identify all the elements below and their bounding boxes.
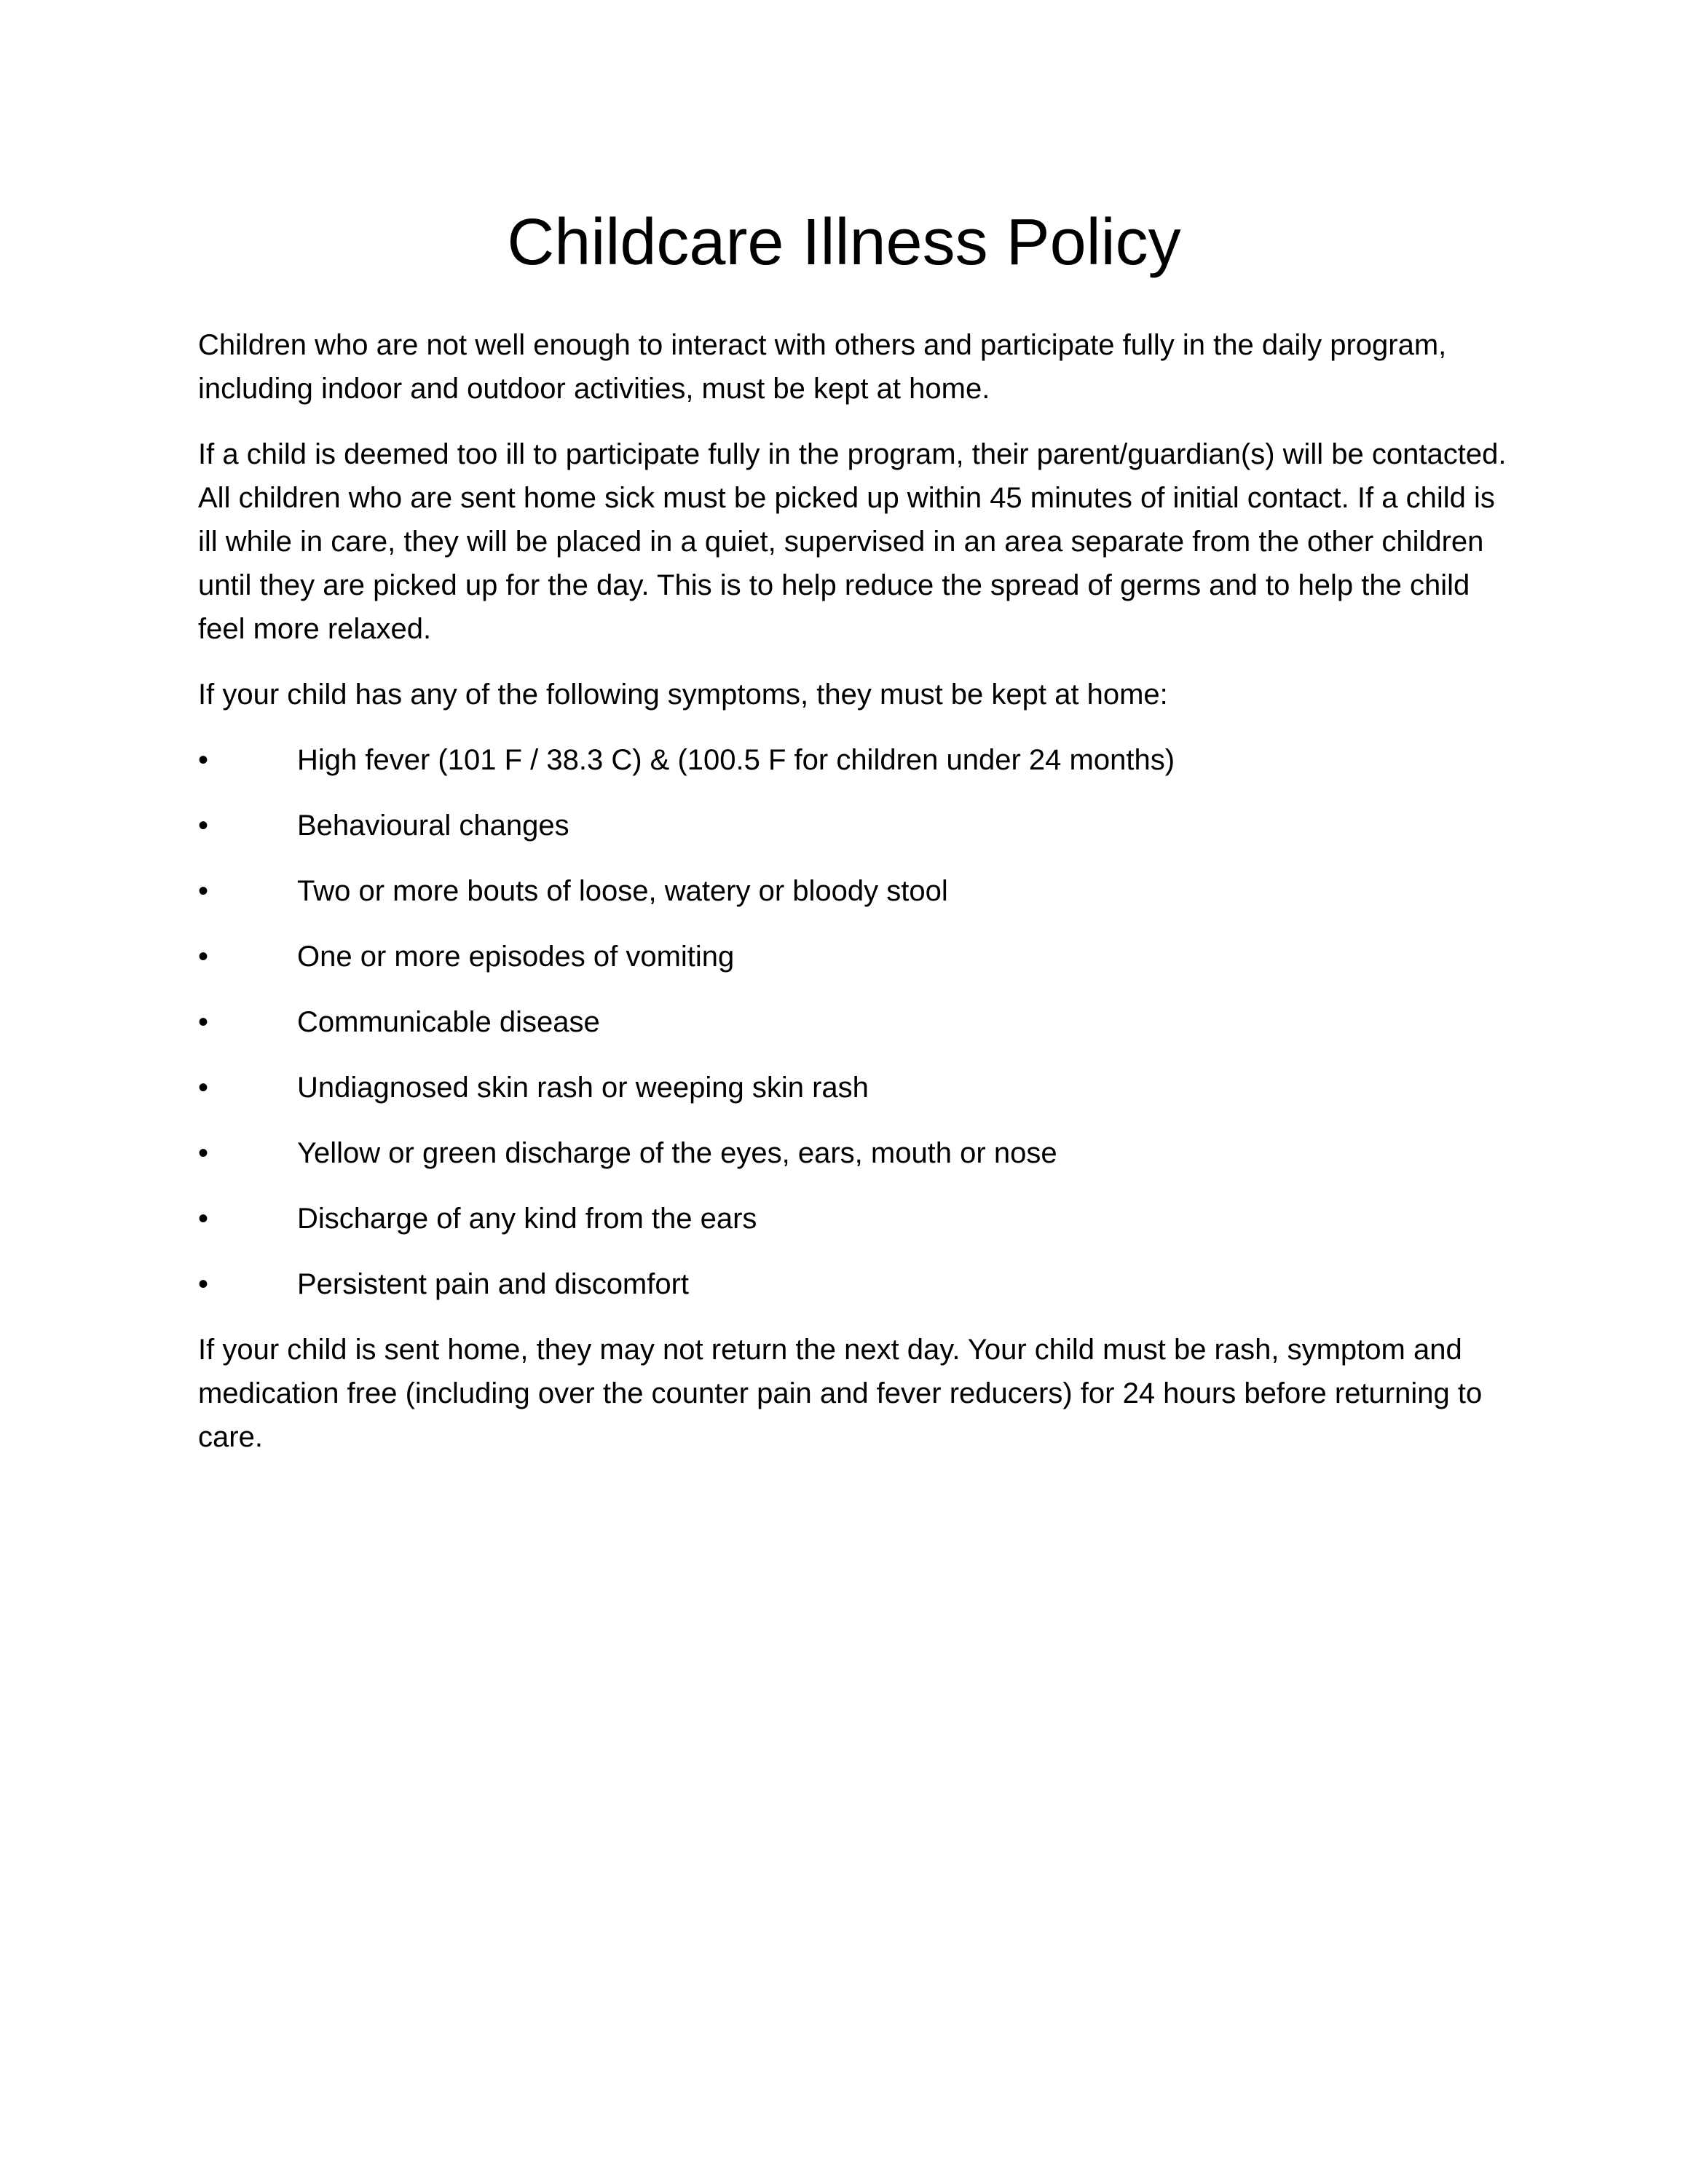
list-item bbox=[198, 869, 1509, 913]
list-item bbox=[198, 804, 1509, 847]
page-title: Childcare Illness Policy bbox=[507, 206, 1181, 279]
symptom-text: Two or more bouts of loose, watery or bloody stool bbox=[297, 875, 948, 907]
list-item bbox=[198, 1066, 1509, 1109]
symptom-text: Communicable disease bbox=[297, 1006, 600, 1038]
bullet-icon: • bbox=[198, 875, 209, 907]
list-item bbox=[198, 935, 1509, 978]
return-to-care-paragraph: If your child is sent home, they may not return the next day. Your child must be rash, symptom and medication free (including over the counter pain and fever reducers) for 24 hours before returning to care. bbox=[198, 1334, 1483, 1453]
bullet-icon: • bbox=[198, 744, 209, 776]
bullet-icon: • bbox=[198, 1006, 209, 1038]
symptom-list bbox=[198, 738, 1509, 1306]
bullet-icon: • bbox=[198, 1137, 209, 1169]
sick-pickup-paragraph: If a child is deemed too ill to participate fully in the program, their parent/guardian(s) will be contacted. All children who are sent home sick must be picked up within 45 minutes of initial contact. If a child is ill while in care, they will be placed in a quiet, supervised in an area separate from the other children until they are picked up for the day. This is to help reduce the spread of germs and to help the child feel more relaxed. bbox=[198, 438, 1507, 645]
bullet-icon: • bbox=[198, 1268, 209, 1300]
list-item bbox=[198, 1131, 1509, 1175]
bullet-icon: • bbox=[198, 1203, 209, 1235]
symptom-text: Yellow or green discharge of the eyes, ears, mouth or nose bbox=[297, 1137, 1057, 1169]
bullet-icon: • bbox=[198, 810, 209, 842]
symptom-text: High fever (101 F / 38.3 C) & (100.5 F for children under 24 months) bbox=[297, 744, 1175, 776]
list-item bbox=[198, 738, 1509, 782]
symptom-text: Behavioural changes bbox=[297, 810, 569, 842]
bullet-icon: • bbox=[198, 941, 209, 973]
symptoms-intro-paragraph: If your child has any of the following symptoms, they must be kept at home: bbox=[198, 678, 1168, 711]
symptom-text: Discharge of any kind from the ears bbox=[297, 1203, 757, 1235]
symptom-text: One or more episodes of vomiting bbox=[297, 941, 735, 973]
symptom-text: Persistent pain and discomfort bbox=[297, 1268, 690, 1300]
intro-paragraph: Children who are not well enough to interact with others and participate fully in the daily program, including indoor and outdoor activities, must be kept at home. bbox=[198, 329, 1447, 405]
symptom-text: Undiagnosed skin rash or weeping skin rash bbox=[297, 1072, 869, 1104]
list-item bbox=[198, 1000, 1509, 1044]
document-body bbox=[198, 323, 1509, 1481]
bullet-icon: • bbox=[198, 1072, 209, 1104]
list-item bbox=[198, 1197, 1509, 1241]
list-item bbox=[198, 1262, 1509, 1306]
